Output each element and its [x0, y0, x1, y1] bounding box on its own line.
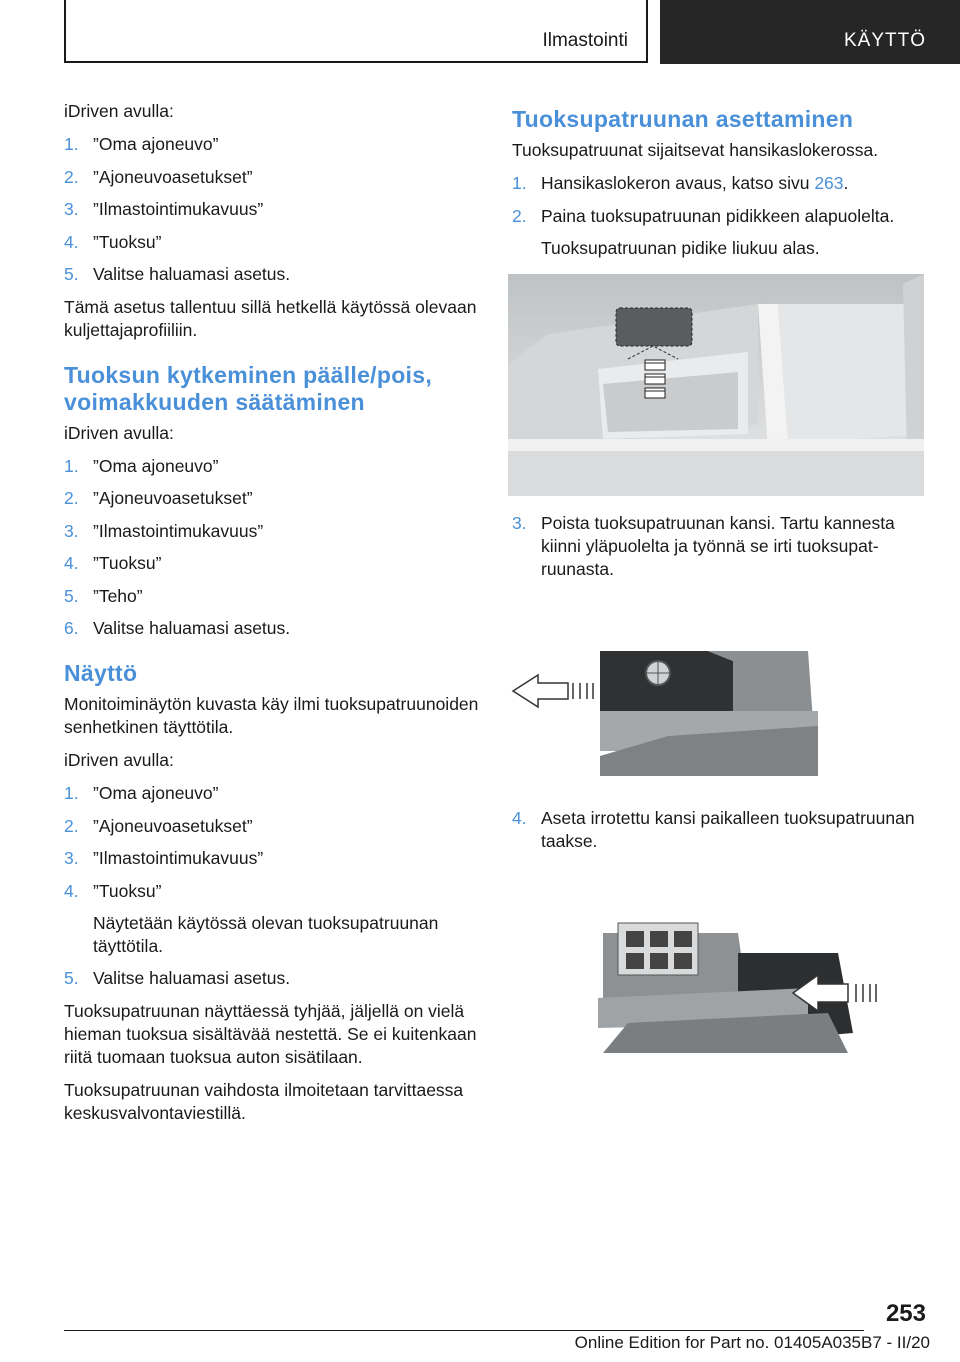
steps-list-1 [64, 133, 482, 286]
page-reference-link[interactable]: 263 [814, 173, 844, 193]
list-item [64, 487, 482, 510]
insert-steps-cont [512, 807, 926, 853]
step-text: Valitse haluamasi asetus. [93, 618, 291, 638]
step-text: ”Ajoneuvoasetukset” [93, 488, 253, 508]
insert-steps-cont [512, 512, 926, 581]
step-number: 5. [64, 585, 79, 606]
heading-insert-cartridge: Tuoksupatruunan asettaminen [512, 106, 854, 132]
step-number: 4. [64, 231, 79, 252]
step-number: 5. [64, 264, 79, 284]
step-number: 4. [64, 880, 79, 901]
page-number: 253 [885, 1300, 926, 1327]
left-column [64, 100, 482, 1135]
cartridge-location: Tuoksupatruunat sijaitsevat hansikaslokerossa. [512, 140, 879, 160]
profile-note: Tämä asetus tallentuu sillä hetkellä käytössä olevaan kuljettajaprofiiliin. [64, 296, 477, 340]
intro-idrive: iDriven avulla: [64, 750, 174, 770]
step-text: Hansikaslokeron avaus, katso sivu [541, 173, 815, 193]
step-text: ”Oma ajoneuvo” [93, 455, 219, 476]
list-item [64, 133, 482, 156]
step-text: ”Ilmastointimukavuus” [93, 520, 264, 541]
insert-steps [512, 172, 926, 260]
intro-idrive: iDriven avulla: [64, 101, 174, 121]
list-item [64, 782, 482, 805]
step-number: 3. [64, 199, 79, 219]
step-number: 2. [64, 166, 79, 187]
step-number: 4. [64, 553, 79, 573]
step-text: ”Tuoksu” [93, 880, 162, 901]
list-item [64, 198, 482, 221]
footer-divider [64, 1330, 864, 1331]
step-number: 2. [512, 205, 527, 226]
chapter-title: KÄYTTÖ [843, 30, 926, 51]
list-item [64, 815, 482, 838]
step-text: Valitse haluamasi asetus. [93, 968, 291, 988]
step-text: ”Oma ajoneuvo” [93, 134, 219, 154]
reattach-cover-illustration [508, 903, 924, 1063]
step-subtext: Näytetään käytössä olevan tuoksupatruunan täyttötila. [93, 912, 439, 956]
step-text: Paina tuoksupatruunan pidikkeen alapuolelta. [541, 205, 895, 226]
step-number: 4. [512, 807, 527, 828]
step-subtext: Tuoksupatruunan pidike liukuu alas. [541, 237, 820, 258]
step-number: 5. [64, 968, 79, 988]
list-item [64, 455, 482, 478]
display-description: Monitoiminäytön kuvasta käy ilmi tuoksupatruunoiden senhetkinen täyttötila. [64, 694, 479, 737]
list-item [64, 967, 482, 990]
header-section-box [64, 0, 648, 63]
list-item [512, 807, 926, 853]
list-item [64, 617, 482, 640]
list-item [64, 520, 482, 543]
replace-note: Tuoksupatruunan vaihdosta ilmoitetaan tarvittaessa keskusvalvontaviestillä. [64, 1079, 464, 1123]
step-text: ”Tuoksu” [93, 231, 162, 252]
right-column [512, 100, 926, 1079]
steps-list-3 [64, 782, 482, 990]
step-number: 1. [512, 173, 527, 193]
step-number: 3. [512, 512, 527, 533]
step-number: 1. [64, 783, 79, 803]
step-text: ”Tuoksu” [93, 553, 162, 573]
step-text: ”Oma ajoneuvo” [93, 783, 219, 803]
step-text: ”Ilmastointimukavuus” [93, 199, 264, 219]
step-number: 2. [64, 488, 79, 508]
glovebox-illustration [508, 274, 924, 496]
step-text: ”Teho” [93, 585, 143, 606]
list-item [64, 552, 482, 575]
section-title: Ilmastointi [542, 30, 628, 51]
edition-text: Online Edition for Part no. 01405A035B7 - II/20 [574, 1333, 930, 1352]
list-item [64, 166, 482, 189]
step-text: ”Ilmastointimukavuus” [93, 848, 264, 868]
step-number: 3. [64, 520, 79, 541]
remove-cover-illustration [508, 601, 924, 791]
step-number: 3. [64, 848, 79, 868]
step-text: ”Ajoneuvoasetukset” [93, 166, 253, 187]
list-item [64, 880, 482, 958]
step-number: 1. [64, 455, 79, 476]
list-item [512, 172, 926, 195]
step-text: Valitse haluamasi asetus. [93, 264, 291, 284]
list-item [64, 585, 482, 608]
heading-scent-toggle: Tuoksun kytkeminen päälle/pois, voimakkuuden säätäminen [64, 361, 433, 415]
step-text: Poista tuoksupatruunan kansi. Tartu kannesta kiinni yläpuolelta ja työnnä se irti tuoksupatruunasta. [541, 512, 895, 579]
list-item [64, 847, 482, 870]
step-number: 6. [64, 618, 79, 638]
list-item [64, 231, 482, 254]
list-item [512, 512, 926, 581]
header-chapter-box [660, 0, 960, 64]
heading-display: Näyttö [64, 660, 138, 686]
steps-list-2 [64, 455, 482, 641]
empty-note: Tuoksupatruunan näyttäessä tyhjää, jäljellä on vielä hieman tuoksua sisältävää nestettä. Se ei kuitenkaan riitä tuomaan tuoksua auton sisätilaan. [64, 1000, 477, 1067]
intro-idrive: iDriven avulla: [64, 422, 174, 443]
step-number: 1. [64, 134, 79, 154]
step-number: 2. [64, 815, 79, 836]
step-text-end: . [843, 173, 849, 193]
list-item [64, 263, 482, 286]
step-text: ”Ajoneuvoasetukset” [93, 815, 253, 836]
list-item [512, 205, 926, 260]
step-text: Aseta irrotettu kansi paikalleen tuoksupatruunan taakse. [541, 807, 915, 851]
